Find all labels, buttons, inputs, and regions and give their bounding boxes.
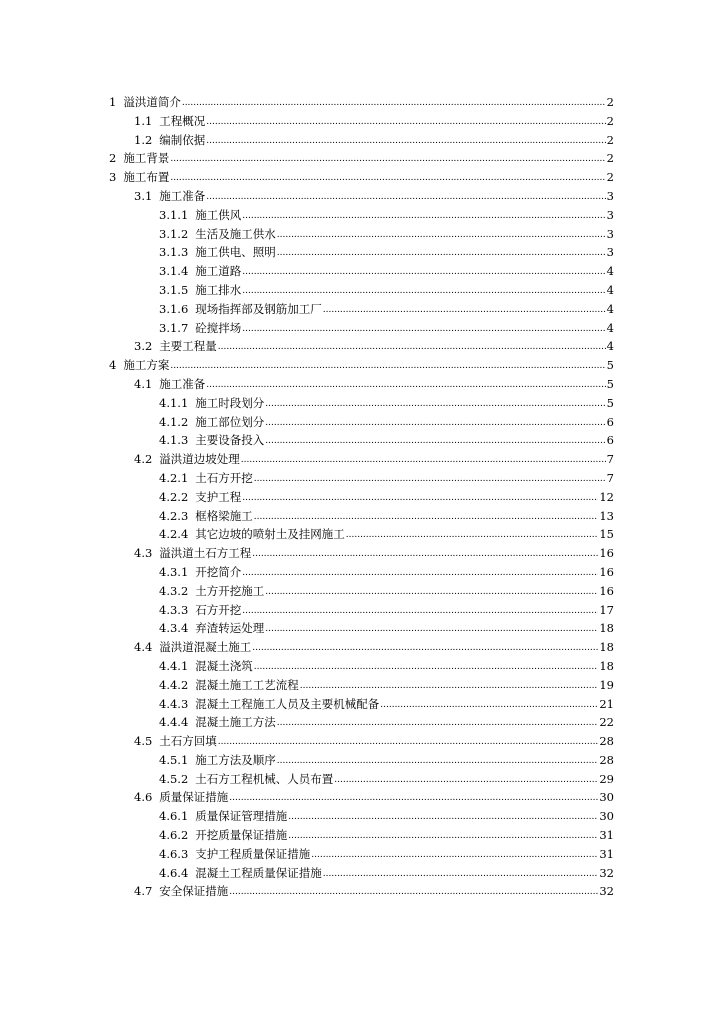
toc-entry[interactable]: [0, 300, 614, 319]
toc-entry-title: 混凝土施工方法: [195, 715, 276, 730]
toc-entry-page-number: 2: [606, 113, 614, 128]
dot-leader: [346, 526, 599, 545]
toc-entry-title: 框格梁施工: [195, 508, 253, 523]
toc-entry-title: 土石方开挖: [195, 470, 253, 485]
toc-entry-number: 4.4.2: [159, 677, 189, 692]
toc-entry-title: 支护工程: [195, 489, 242, 504]
toc-entry[interactable]: [0, 375, 614, 394]
toc-entry-number: 2: [109, 151, 117, 166]
toc-entry-number: 4.1.2: [159, 414, 189, 429]
toc-entry-page-number: 29: [599, 771, 614, 786]
dot-leader: [311, 846, 598, 865]
toc-entry-title: 施工背景: [123, 151, 170, 166]
dot-leader: [229, 883, 598, 902]
toc-entry[interactable]: [0, 168, 614, 187]
dot-leader: [206, 376, 605, 395]
toc-entry-number: 3.1.1: [159, 207, 189, 222]
toc-entry[interactable]: [0, 262, 614, 281]
toc-entry-page-number: 15: [599, 527, 614, 542]
toc-entry-title: 编制依据: [159, 132, 206, 147]
dot-leader: [170, 169, 605, 188]
toc-entry-page-number: 3: [606, 226, 614, 241]
toc-entry[interactable]: [0, 601, 614, 620]
toc-entry-title: 生活及施工供水: [195, 226, 276, 241]
toc-entry-title: 施工准备: [159, 376, 206, 391]
toc-entry-page-number: 18: [599, 621, 614, 636]
toc-entry-number: 3: [109, 170, 117, 185]
toc-entry[interactable]: [0, 431, 614, 450]
toc-entry-page-number: 19: [599, 677, 614, 692]
toc-entry-page-number: 5: [606, 395, 614, 410]
toc-entry-title: 石方开挖: [195, 602, 242, 617]
dot-leader: [277, 752, 599, 771]
dot-leader: [265, 583, 598, 602]
dot-leader: [242, 207, 605, 226]
toc-entry-number: 4.3.3: [159, 602, 189, 617]
toc-entry-page-number: 30: [599, 790, 614, 805]
dot-leader: [323, 865, 599, 884]
toc-entry-number: 4.6.2: [159, 828, 189, 843]
dot-leader: [218, 338, 606, 357]
toc-entry[interactable]: [0, 394, 614, 413]
toc-entry-page-number: 4: [606, 339, 614, 354]
toc-entry-page-number: 13: [599, 508, 614, 523]
toc-entry-page-number: 5: [606, 358, 614, 373]
dot-leader: [170, 150, 605, 169]
toc-entry-page-number: 28: [599, 752, 614, 767]
toc-entry-title: 施工道路: [195, 264, 242, 279]
toc-entry-number: 4.5.2: [159, 771, 189, 786]
dot-leader: [300, 677, 599, 696]
toc-entry[interactable]: [0, 638, 614, 657]
dot-leader: [380, 696, 598, 715]
toc-entry-page-number: 32: [599, 884, 614, 899]
dot-leader: [277, 244, 606, 263]
toc-entry-page-number: 31: [599, 828, 614, 843]
toc-entry-number: 4.1.3: [159, 433, 189, 448]
toc-entry-number: 3.1: [134, 188, 153, 203]
toc-entry[interactable]: [0, 525, 614, 544]
dot-leader: [254, 470, 606, 489]
dot-leader: [242, 263, 605, 282]
toc-entry-page-number: 31: [599, 846, 614, 861]
toc-entry[interactable]: [0, 695, 614, 714]
toc-entry-title: 施工时段划分: [195, 395, 265, 410]
toc-entry-number: 3.1.5: [159, 282, 189, 297]
toc-entry-title: 溢洪道边坡处理: [159, 452, 240, 467]
toc-entry[interactable]: [0, 619, 614, 638]
toc-entry-number: 4.3.1: [159, 564, 189, 579]
toc-entry-title: 主要工程量: [159, 339, 217, 354]
toc-entry-page-number: 4: [606, 264, 614, 279]
toc-entry[interactable]: [0, 93, 614, 112]
toc-entry-page-number: 2: [606, 151, 614, 166]
toc-entry-number: 3.1.7: [159, 320, 189, 335]
toc-entry[interactable]: [0, 864, 614, 883]
toc-entry[interactable]: [0, 243, 614, 262]
toc-entry[interactable]: [0, 713, 614, 732]
toc-entry-number: 3.2: [134, 339, 153, 354]
toc-entry-page-number: 16: [599, 564, 614, 579]
dot-leader: [288, 827, 598, 846]
toc-entry[interactable]: [0, 507, 614, 526]
toc-entry[interactable]: [0, 751, 614, 770]
toc-entry-page-number: 17: [599, 602, 614, 617]
dot-leader: [265, 414, 605, 433]
toc-entry[interactable]: [0, 131, 614, 150]
toc-entry-number: 4.4.4: [159, 715, 189, 730]
toc-entry-title: 施工方法及顺序: [195, 752, 276, 767]
toc-entry[interactable]: [0, 770, 614, 789]
toc-entry-title: 开挖简介: [195, 564, 242, 579]
toc-entry-title: 混凝土施工工艺流程: [195, 677, 299, 692]
toc-entry-page-number: 2: [606, 95, 614, 109]
toc-entry-title: 现场指挥部及钢筋加工厂: [195, 301, 322, 316]
toc-entry-page-number: 16: [599, 583, 614, 598]
toc-entry-page-number: 30: [599, 809, 614, 824]
toc-entry-title: 土石方回填: [159, 734, 217, 749]
toc-entry-page-number: 32: [599, 865, 614, 880]
toc-entry[interactable]: [0, 187, 614, 206]
dot-leader: [252, 639, 598, 658]
toc-entry-page-number: 2: [606, 170, 614, 185]
toc-entry-number: 4.6.3: [159, 846, 189, 861]
dot-leader: [206, 188, 605, 207]
dot-leader: [252, 545, 598, 564]
toc-entry-number: 4.7: [134, 884, 153, 899]
toc-entry-page-number: 6: [606, 414, 614, 429]
toc-entry-title: 开挖质量保证措施: [195, 828, 288, 843]
toc-entry[interactable]: [0, 807, 614, 826]
toc-entry-title: 混凝土浇筑: [195, 658, 253, 673]
toc-entry-page-number: 16: [599, 546, 614, 561]
dot-leader: [242, 564, 598, 583]
toc-entry[interactable]: [0, 469, 614, 488]
dot-leader: [242, 489, 598, 508]
toc-entry-number: 4.3: [134, 546, 153, 561]
toc-entry-number: 4.2.4: [159, 527, 189, 542]
dot-leader: [323, 301, 606, 320]
table-of-contents: [0, 93, 724, 901]
toc-entry[interactable]: [0, 149, 614, 168]
toc-entry-page-number: 3: [606, 188, 614, 203]
dot-leader: [206, 113, 605, 132]
toc-entry-title: 质量保证管理措施: [195, 809, 288, 824]
toc-entry-number: 4.6.1: [159, 809, 189, 824]
dot-leader: [265, 432, 605, 451]
toc-entry-page-number: 5: [606, 376, 614, 391]
toc-entry[interactable]: [0, 281, 614, 300]
toc-entry-number: 3.1.3: [159, 245, 189, 260]
toc-entry-number: 4.4: [134, 640, 153, 655]
toc-entry-page-number: 4: [606, 301, 614, 316]
toc-entry[interactable]: [0, 337, 614, 356]
toc-entry-title: 混凝土工程质量保证措施: [195, 865, 322, 880]
toc-entry[interactable]: [0, 112, 614, 131]
toc-entry[interactable]: [0, 356, 614, 375]
toc-entry-title: 主要设备投入: [195, 433, 265, 448]
toc-entry[interactable]: [0, 206, 614, 225]
dot-leader: [241, 451, 606, 470]
toc-entry-number: 3.1.6: [159, 301, 189, 316]
toc-entry-page-number: 7: [606, 452, 614, 467]
toc-entry-number: 4.2: [134, 452, 153, 467]
toc-entry-title: 施工准备: [159, 188, 206, 203]
toc-entry-title: 土石方工程机械、人员布置: [195, 771, 334, 786]
dot-leader: [254, 508, 599, 527]
toc-entry-number: 4.1: [134, 376, 153, 391]
toc-entry[interactable]: [0, 563, 614, 582]
toc-entry-number: 1.1: [134, 113, 153, 128]
toc-entry-page-number: 18: [599, 640, 614, 655]
dot-leader: [242, 282, 605, 301]
toc-entry-page-number: 4: [606, 282, 614, 297]
toc-entry[interactable]: [0, 845, 614, 864]
dot-leader: [254, 658, 599, 677]
toc-entry-number: 4.6.4: [159, 865, 189, 880]
toc-entry[interactable]: [0, 319, 614, 338]
toc-entry-number: 1.2: [134, 132, 153, 147]
toc-entry-number: 1: [109, 95, 117, 109]
toc-entry-title: 工程概况: [159, 113, 206, 128]
dot-leader: [277, 714, 599, 733]
toc-entry-title: 施工供电、照明: [195, 245, 276, 260]
dot-leader: [277, 226, 606, 245]
dot-leader: [206, 132, 605, 151]
toc-entry[interactable]: [0, 488, 614, 507]
toc-entry-title: 溢洪道混凝土施工: [159, 640, 252, 655]
dot-leader: [229, 789, 598, 808]
toc-entry-page-number: 28: [599, 734, 614, 749]
dot-leader: [242, 320, 605, 339]
toc-entry-page-number: 7: [606, 470, 614, 485]
toc-entry-page-number: 18: [599, 658, 614, 673]
dot-leader: [288, 808, 598, 827]
toc-entry-number: 4.2.3: [159, 508, 189, 523]
toc-entry-number: 4.2.2: [159, 489, 189, 504]
toc-entry[interactable]: [0, 225, 614, 244]
toc-entry-page-number: 22: [599, 715, 614, 730]
toc-entry-title: 施工方案: [123, 358, 170, 373]
toc-entry-title: 土方开挖施工: [195, 583, 265, 598]
toc-entry-title: 安全保证措施: [159, 884, 229, 899]
toc-entry[interactable]: [0, 544, 614, 563]
dot-leader: [218, 733, 599, 752]
toc-entry-number: 4.2.1: [159, 470, 189, 485]
toc-entry-title: 施工排水: [195, 282, 242, 297]
toc-entry-number: 4.1.1: [159, 395, 189, 410]
toc-entry-title: 弃渣转运处理: [195, 621, 265, 636]
toc-entry-number: 3.1.2: [159, 226, 189, 241]
toc-entry-page-number: 3: [606, 245, 614, 260]
toc-entry-page-number: 6: [606, 433, 614, 448]
dot-leader: [265, 620, 598, 639]
dot-leader: [265, 395, 605, 414]
toc-entry-page-number: 21: [599, 696, 614, 711]
toc-entry-number: 4: [109, 358, 117, 373]
toc-entry[interactable]: [0, 413, 614, 432]
toc-entry-number: 4.4.1: [159, 658, 189, 673]
toc-entry-number: 4.3.4: [159, 621, 189, 636]
toc-entry-number: 4.3.2: [159, 583, 189, 598]
dot-leader: [182, 94, 606, 113]
dot-leader: [242, 602, 598, 621]
toc-entry[interactable]: [0, 882, 614, 901]
toc-entry-page-number: 3: [606, 207, 614, 222]
toc-entry-title: 其它边坡的喷射土及挂网施工: [195, 527, 345, 542]
toc-entry-page-number: 4: [606, 320, 614, 335]
toc-entry-page-number: 12: [599, 489, 614, 504]
toc-entry-page-number: 2: [606, 132, 614, 147]
toc-entry-title: 混凝土工程施工人员及主要机械配备: [195, 696, 380, 711]
toc-entry-title: 支护工程质量保证措施: [195, 846, 311, 861]
toc-entry[interactable]: [0, 450, 614, 469]
toc-entry[interactable]: [0, 788, 614, 807]
toc-entry[interactable]: [0, 582, 614, 601]
toc-entry-number: 4.4.3: [159, 696, 189, 711]
toc-entry-title: 溢洪道土石方工程: [159, 546, 252, 561]
toc-entry-number: 4.5: [134, 734, 153, 749]
toc-entry[interactable]: [0, 657, 614, 676]
toc-entry-title: 质量保证措施: [159, 790, 229, 805]
toc-entry[interactable]: [0, 826, 614, 845]
toc-entry-number: 3.1.4: [159, 264, 189, 279]
toc-entry-title: 施工供风: [195, 207, 242, 222]
dot-leader: [170, 357, 605, 376]
toc-entry-number: 4.5.1: [159, 752, 189, 767]
toc-entry-title: 施工部位划分: [195, 414, 265, 429]
toc-entry-title: 溢洪道简介: [123, 95, 181, 109]
toc-entry-number: 4.6: [134, 790, 153, 805]
toc-entry[interactable]: [0, 676, 614, 695]
toc-entry-title: 砼搅拌场: [195, 320, 242, 335]
toc-entry[interactable]: [0, 732, 614, 751]
toc-entry-title: 施工布置: [123, 170, 170, 185]
dot-leader: [334, 771, 598, 790]
